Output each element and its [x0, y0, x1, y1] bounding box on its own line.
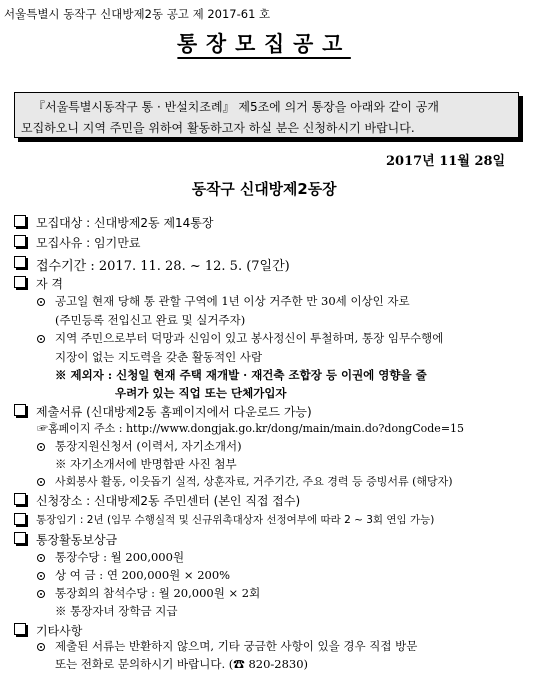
checkbox-icon: [14, 493, 26, 505]
allowance-bonus: 상 여 금 : 연 200,000원 × 200%: [55, 568, 231, 582]
bullet-icon: [37, 554, 45, 562]
notice-date: 2017년 11월 28일: [386, 154, 506, 169]
document-item-proof: 사회봉사 활동, 이웃돕기 실적, 상훈자료, 거주기간, 주요 경력 등 증빙서류 (해당자): [55, 475, 453, 488]
other-line-1: 제출된 서류는 반환하지 않으며, 기타 궁금한 사항이 있을 경우 직접 방문: [55, 639, 418, 653]
section-reason: 모집사유 : 임기만료: [36, 236, 141, 250]
qualification-item-1: 공고일 현재 당해 통 관할 구역에 1년 이상 거주한 만 30세 이상인 자로: [55, 294, 410, 308]
qualification-item-2: 지역 주민으로부터 덕망과 신임이 있고 봉사정신이 투철하며, 통장 임무수행에: [55, 331, 444, 345]
section-qualification: 자 격: [36, 277, 63, 291]
bullet-icon: [37, 572, 45, 580]
section-term: 통장임기 : 2년 (임무 수행실적 및 신규위촉대상자 선정여부에 따라 2 ~ 3회 연임 가능): [36, 514, 435, 526]
bullet-icon: [37, 335, 45, 343]
checkbox-icon: [14, 215, 26, 227]
checkbox-icon: [14, 404, 26, 416]
intro-line-2: 모집하오니 지역 주민을 위하여 활동하고자 하실 분은 신청하시기 바랍니다.: [21, 121, 415, 135]
document-item-form-note: ※ 자기소개서에 반명함판 사진 첨부: [55, 457, 237, 471]
section-place: 신청장소 : 신대방제2동 주민센터 (본인 직접 접수): [36, 494, 301, 508]
allowance-meeting: 통장회의 참석수당 : 월 20,000원 × 2회: [55, 586, 261, 600]
exclusion-note-cont: 우려가 있는 직업 또는 단체가입자: [115, 386, 287, 400]
page-title: [0, 28, 528, 58]
issuing-office: 동작구 신대방제2동장: [191, 180, 337, 198]
bullet-icon: [37, 478, 45, 486]
title-text: 통장모집공고: [177, 32, 351, 59]
allowance-scholarship: ※ 통장자녀 장학금 지급: [55, 604, 178, 618]
document-item-form: 통장지원신청서 (이력서, 자기소개서): [55, 439, 242, 453]
section-period: 접수기간 : 2017. 11. 28. ~ 12. 5. (7일간): [36, 259, 290, 274]
bullet-icon: [37, 298, 45, 306]
checkbox-icon: [14, 532, 26, 544]
bullet-icon: [37, 643, 45, 651]
exclusion-note: ※ 제외자 : 신청일 현재 주택 재개발 · 재건축 조합장 등 이권에 영향을 줄: [55, 368, 427, 382]
checkbox-icon: [14, 513, 26, 525]
notice-number: 서울특별시 동작구 신대방제2동 공고 제 2017-61 호: [4, 7, 271, 21]
section-documents: 제출서류 (신대방제2동 홈페이지에서 다운로드 가능): [36, 405, 312, 419]
section-other: 기타사항: [36, 624, 83, 638]
checkbox-icon: [14, 256, 26, 268]
qualification-item-2-cont: 지장이 없는 지도력을 갖춘 활동적인 사람: [55, 350, 263, 364]
intro-line-1: 『서울특별시동작구 통 · 반설치조례』 제5조에 의거 통장을 아래와 같이 공개: [33, 100, 439, 114]
other-line-2: 또는 전화로 문의하시기 바랍니다. (☎ 820-2830): [55, 657, 309, 671]
allowance-monthly: 통장수당 : 월 200,000원: [55, 550, 185, 564]
checkbox-icon: [14, 623, 26, 635]
section-allowance: 통장활동보상금: [36, 533, 118, 547]
checkbox-icon: [14, 235, 26, 247]
qualification-item-1-note: (주민등록 전입신고 완료 및 실거주자): [55, 313, 246, 327]
checkbox-icon: [14, 276, 26, 288]
intro-box: [14, 92, 519, 138]
homepage-link[interactable]: ☞홈페이지 주소 : http://www.dongjak.go.kr/dong/main/main.do?dongCode=15: [37, 422, 465, 435]
section-target: 모집대상 : 신대방제2동 제14통장: [36, 216, 214, 230]
bullet-icon: [37, 443, 45, 451]
bullet-icon: [37, 590, 45, 598]
